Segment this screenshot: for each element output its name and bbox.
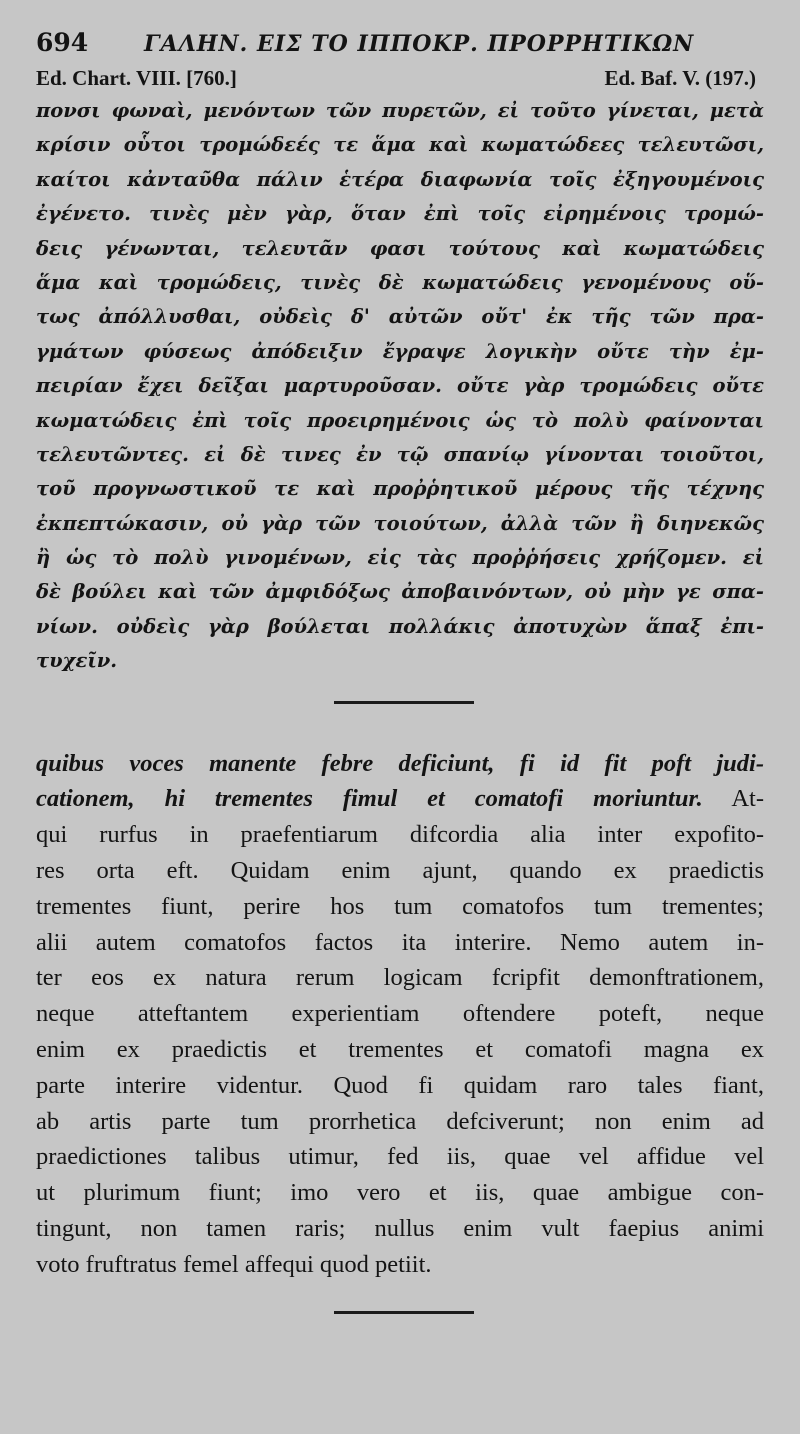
- latin-line: [36, 853, 764, 889]
- greek-line: κωματώδεις ἐπὶ τοῖς προειρημένοις ὡς τὸ πολὺ φαίνονται: [36, 408, 764, 432]
- latin-roman-text: ut plurimum fiunt; imo vero et iis, quae ambigue con-: [36, 1179, 764, 1207]
- latin-roman-text: neque atteftantem experientiam oftendere poteft, neque: [36, 1000, 764, 1028]
- greek-line: δὲ βούλει καὶ τῶν ἀμφιδόξως ἀποβαινόντων, οὐ μὴν γε σπα-: [36, 580, 764, 604]
- latin-line: [36, 1068, 764, 1104]
- footer-divider-rule: [334, 1311, 474, 1314]
- latin-line: [36, 781, 764, 817]
- latin-roman-text: ter eos ex natura rerum logicam fcripfit demonftrationem,: [36, 964, 764, 992]
- latin-line: [36, 1211, 764, 1247]
- latin-line: [36, 1032, 764, 1068]
- latin-roman-text: res orta eft. Quidam enim ajunt, quando ex praedictis: [36, 857, 764, 885]
- greek-line: τοῦ προγνωστικοῦ τε καὶ προῤῥητικοῦ μέρους τῆς τέχνης: [36, 477, 764, 501]
- latin-line: [36, 1247, 764, 1283]
- edition-chart-reference: Ed. Chart. VIII. [760.]: [36, 66, 237, 90]
- latin-roman-text: praedictiones talibus utimur, fed iis, quae vel affidue vel: [36, 1143, 764, 1171]
- latin-italic-text: cationem, hi trementes fimul et comatofi moriuntur.: [36, 785, 703, 813]
- latin-line: [36, 1104, 764, 1140]
- greek-text-block: [36, 94, 764, 679]
- greek-line: ἐγένετο. τινὲς μὲν γὰρ, ὅταν ἐπὶ τοῖς εἰρημένοις τρομώ-: [36, 202, 764, 226]
- latin-roman-text: trementes fiunt, perire hos tum comatofos tum trementes;: [36, 892, 764, 920]
- latin-roman-text: tingunt, non tamen raris; nullus enim vult faepius animi: [36, 1215, 764, 1242]
- latin-roman-text: voto fruftratus femel affequi quod petiit.: [36, 1250, 432, 1278]
- latin-line: [36, 1175, 764, 1211]
- latin-line: [36, 746, 764, 782]
- page-header: [36, 28, 764, 66]
- greek-line: τως ἀπόλλυσθαι, οὐδεὶς δ' αὐτῶν οὔτ' ἐκ τῆς τῶν πρα-: [36, 305, 764, 329]
- page-number: 694: [36, 28, 89, 57]
- latin-line: [36, 925, 764, 961]
- greek-line: ἢ ὡς τὸ πολὺ γινομένων, εἰς τὰς προῤῥήσεις χρήζομεν. εἰ: [36, 546, 764, 570]
- greek-line: καίτοι κἀνταῦθα πάλιν ἑτέρα διαφωνία τοῖς ἐξηγουμένοις: [36, 167, 764, 191]
- latin-roman-text: parte interire videntur. Quod fi quidam raro tales fiant,: [36, 1071, 764, 1099]
- latin-text-block: [36, 746, 764, 1283]
- greek-line: κρίσιν οὗτοι τρομώδεές τε ἅμα καὶ κωματώδεες τελευτῶσι,: [36, 133, 764, 157]
- greek-line: νίων. οὐδεὶς γὰρ βούλεται πολλάκις ἀποτυχὼν ἅπαξ ἐπι-: [36, 614, 764, 638]
- latin-line: [36, 960, 764, 996]
- greek-line: πονσι φωναὶ, μενόντων τῶν πυρετῶν, εἰ τοῦτο γίνεται, μετὰ: [36, 99, 764, 122]
- latin-italic-text: quibus voces manente febre deficiunt, fi id fit poft judi-: [36, 749, 764, 777]
- greek-line: ἅμα καὶ τρομώδεις, τινὲς δὲ κωματώδεις γενομένους οὕ-: [36, 270, 764, 294]
- edition-basel-reference: Ed. Baf. V. (197.): [604, 66, 756, 90]
- greek-line: τυχεῖν.: [36, 649, 118, 673]
- latin-roman-text: At-: [702, 785, 764, 813]
- greek-line: δεις γένωνται, τελευτᾶν φασι τούτους καὶ κωματώδεις: [36, 236, 764, 260]
- latin-line: [36, 1139, 764, 1175]
- latin-roman-text: alii autem comatofos factos ita interire. Nemo autem in-: [36, 928, 764, 956]
- latin-roman-text: qui rurfus in praefentiarum difcordia alia inter expofito-: [36, 821, 764, 849]
- latin-line: [36, 817, 764, 853]
- greek-line: τελευτῶντες. εἰ δὲ τινες ἐν τῷ σπανίῳ γίνονται τοιοῦτοι,: [36, 442, 764, 466]
- greek-line: ἐκπεπτώκασιν, οὐ γὰρ τῶν τοιούτων, ἀλλὰ τῶν ἢ διηνεκῶς: [36, 511, 764, 535]
- section-divider-rule: [334, 701, 474, 704]
- greek-line: πειρίαν ἔχει δεῖξαι μαρτυροῦσαν. οὔτε γὰρ τρομώδεις οὔτε: [36, 374, 764, 398]
- running-title: ΓΑΛΗΝ. ΕΙΣ ΤΟ ΙΠΠΟΚΡ. ΠΡΟΡΡΗΤΙΚΩΝ: [144, 31, 695, 57]
- latin-line: [36, 996, 764, 1032]
- latin-roman-text: enim ex praedictis et trementes et comatofi magna ex: [36, 1036, 764, 1064]
- edition-reference-line: [36, 66, 764, 94]
- latin-roman-text: ab artis parte tum prorrhetica defciverunt; non enim ad: [36, 1107, 764, 1135]
- latin-line: [36, 889, 764, 925]
- greek-line: γμάτων φύσεως ἀπόδειξιν ἔγραψε λογικὴν οὔτε τὴν ἐμ-: [36, 339, 764, 363]
